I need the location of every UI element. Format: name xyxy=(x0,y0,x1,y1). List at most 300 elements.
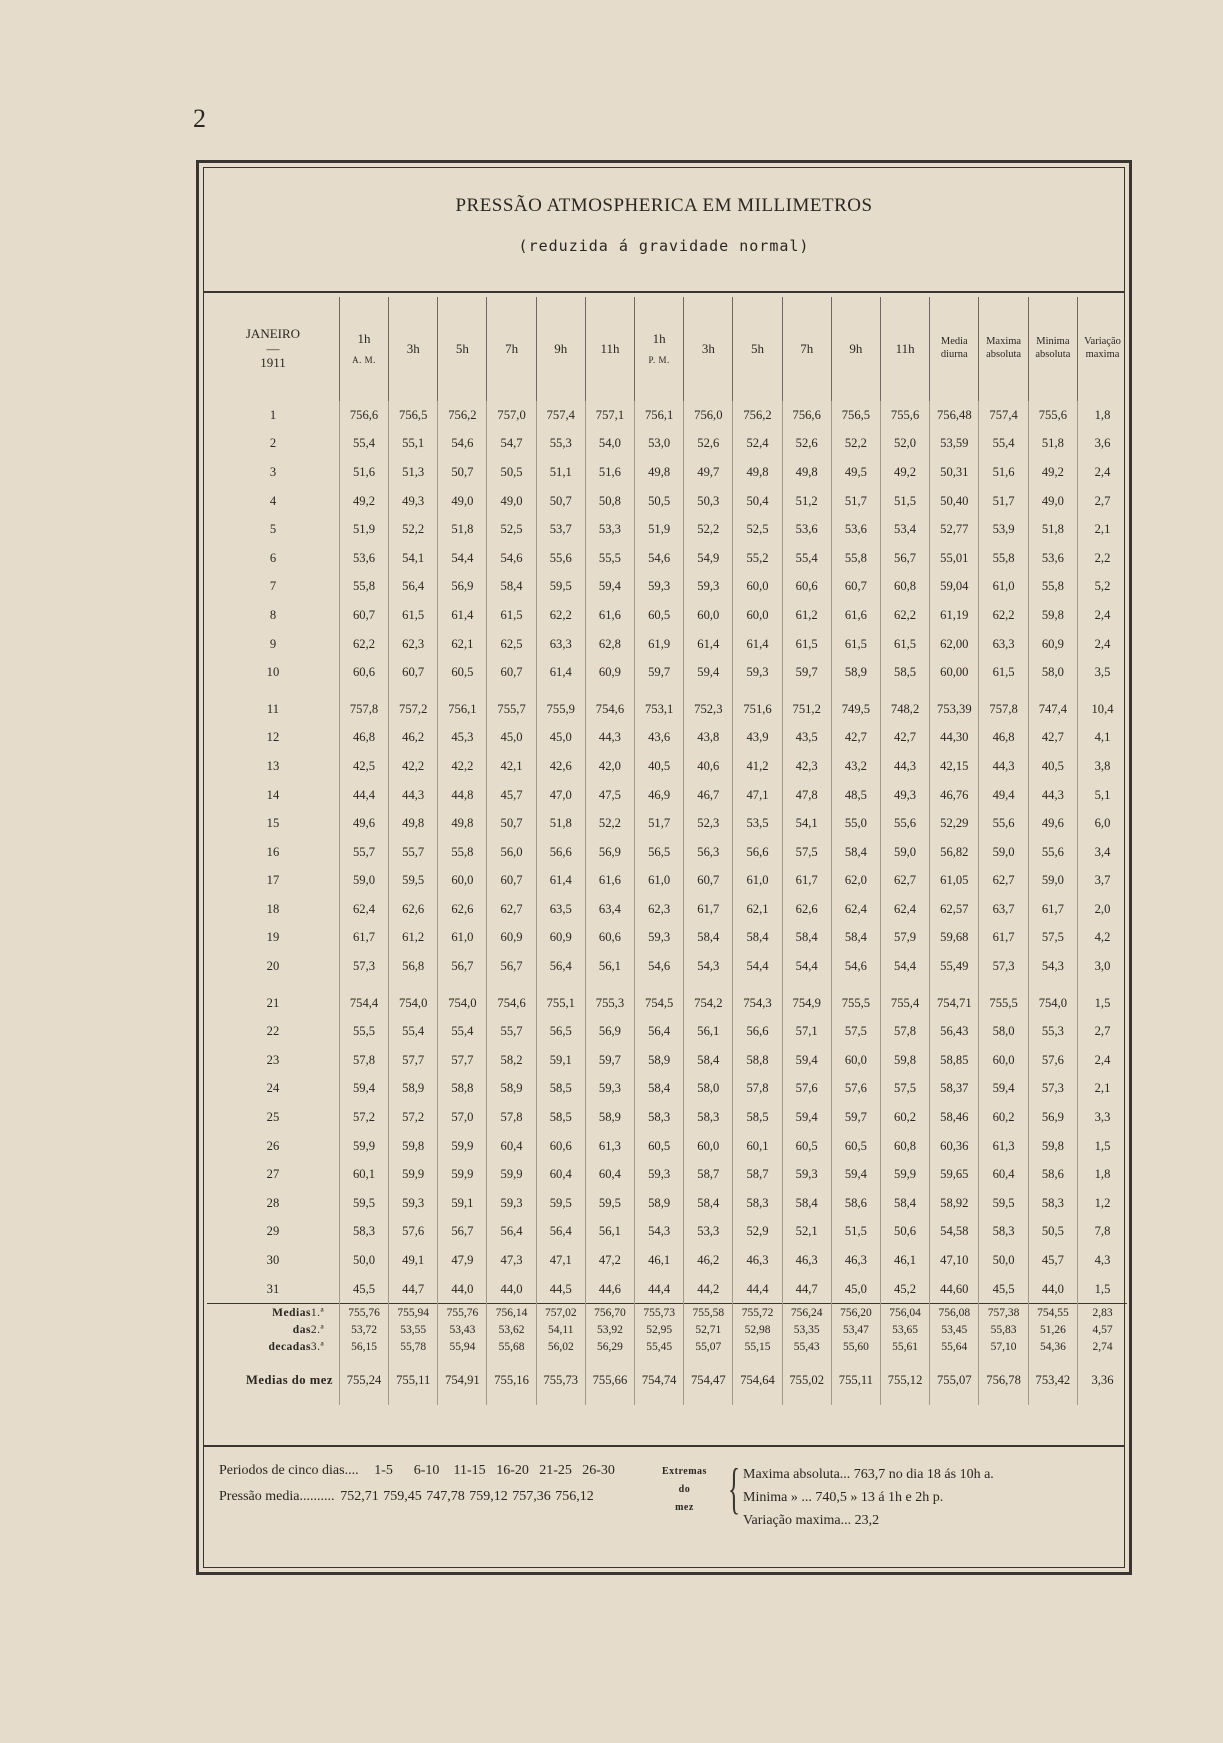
table-cell: 59,8 xyxy=(389,1132,438,1161)
table-subtitle: (reduzida á gravidade normal) xyxy=(518,237,810,255)
table-cell: 61,6 xyxy=(585,601,634,630)
table-cell: 51,7 xyxy=(635,809,684,838)
table-cell: 56,1 xyxy=(585,952,634,981)
table-cell: 44,0 xyxy=(487,1275,536,1304)
table-row xyxy=(207,809,1127,838)
table-cell: 50,5 xyxy=(487,458,536,487)
table-cell: 756,2 xyxy=(438,401,487,430)
brace: { xyxy=(728,1458,741,1520)
day-number: 12 xyxy=(266,730,280,745)
table-cell: 55,0 xyxy=(831,809,880,838)
table-cell: 51,8 xyxy=(1028,515,1077,544)
table-cell: 55,2 xyxy=(733,544,782,573)
table-cell: 754,5 xyxy=(635,989,684,1018)
table-cell: 57,6 xyxy=(389,1218,438,1247)
table-cell: 55,60 xyxy=(831,1338,880,1355)
table-cell: 3,3 xyxy=(1078,1103,1127,1132)
table-cell: 55,7 xyxy=(389,838,438,867)
table-cell: 49,3 xyxy=(880,781,929,810)
table-cell: 58,4 xyxy=(782,1189,831,1218)
day-number: 29 xyxy=(266,1224,280,1239)
table-cell: 47,8 xyxy=(782,781,831,810)
table-row xyxy=(207,724,1127,753)
table-cell: 58,6 xyxy=(1028,1160,1077,1189)
table-cell: 42,7 xyxy=(831,724,880,753)
table-cell: 2,1 xyxy=(1078,1075,1127,1104)
table-cell: 59,4 xyxy=(339,1075,388,1104)
table-cell: 61,5 xyxy=(880,630,929,659)
table-cell: 59,04 xyxy=(930,573,979,602)
table-cell: 58,4 xyxy=(733,924,782,953)
table-cell: 61,4 xyxy=(733,630,782,659)
table-cell: 60,6 xyxy=(585,924,634,953)
table-cell: 58,3 xyxy=(635,1103,684,1132)
table-cell: 62,2 xyxy=(536,601,585,630)
table-cell: 61,7 xyxy=(339,924,388,953)
table-cell: 58,2 xyxy=(487,1046,536,1075)
table-cell: 757,4 xyxy=(536,401,585,430)
table-cell: 54,3 xyxy=(1028,952,1077,981)
table-cell: 56,4 xyxy=(635,1017,684,1046)
table-cell: 63,5 xyxy=(536,895,585,924)
day-number: 4 xyxy=(269,493,277,508)
table-cell: 55,43 xyxy=(782,1338,831,1355)
table-cell: 58,5 xyxy=(536,1103,585,1132)
table-cell: 59,4 xyxy=(782,1046,831,1075)
table-cell: 755,1 xyxy=(536,989,585,1018)
period-pressure: 747,78 xyxy=(426,1489,465,1504)
table-cell: 58,3 xyxy=(1028,1189,1077,1218)
table-cell: 62,0 xyxy=(831,867,880,896)
table-cell: 47,3 xyxy=(487,1246,536,1275)
day-number: 22 xyxy=(266,1024,280,1039)
decade-mean-row xyxy=(207,1338,1127,1355)
table-cell: 756,5 xyxy=(831,401,880,430)
day-number: 18 xyxy=(266,901,280,916)
table-cell: 58,9 xyxy=(389,1075,438,1104)
table-cell: 53,45 xyxy=(930,1321,979,1338)
extremas-maxima: Maxima absoluta... 763,7 no dia 18 ás 10h a. xyxy=(743,1467,994,1482)
table-cell: 49,8 xyxy=(733,458,782,487)
table-cell: 62,7 xyxy=(880,867,929,896)
table-cell: 57,9 xyxy=(880,924,929,953)
table-cell: 755,12 xyxy=(880,1355,929,1405)
header-media-diurna: Media diurna xyxy=(930,297,979,401)
table-cell: 56,4 xyxy=(536,1218,585,1247)
table-cell: 42,2 xyxy=(438,752,487,781)
table-cell: 4,1 xyxy=(1078,724,1127,753)
table-cell: 50,6 xyxy=(880,1218,929,1247)
table-cell: 2,2 xyxy=(1078,544,1127,573)
table-cell: 59,9 xyxy=(438,1132,487,1161)
table-cell: 58,4 xyxy=(684,924,733,953)
table-cell: 56,9 xyxy=(438,573,487,602)
table-cell: 56,43 xyxy=(930,1017,979,1046)
table-cell: 755,6 xyxy=(880,401,929,430)
table-cell: 755,76 xyxy=(339,1304,388,1322)
table-cell: 62,6 xyxy=(782,895,831,924)
day-number: 27 xyxy=(266,1167,280,1182)
table-cell: 47,10 xyxy=(930,1246,979,1275)
table-cell: 47,5 xyxy=(585,781,634,810)
table-cell: 754,0 xyxy=(438,989,487,1018)
table-cell: 49,3 xyxy=(389,487,438,516)
table-cell: 53,3 xyxy=(585,515,634,544)
table-cell: 47,1 xyxy=(536,1246,585,1275)
extremas-variacao: Variação maxima... 23,2 xyxy=(743,1513,880,1528)
day-number: 25 xyxy=(266,1110,280,1125)
day-number: 19 xyxy=(266,930,280,945)
table-cell: 60,9 xyxy=(487,924,536,953)
day-number: 1 xyxy=(269,407,277,422)
table-cell: 46,3 xyxy=(733,1246,782,1275)
table-cell: 58,0 xyxy=(979,1017,1028,1046)
table-row xyxy=(207,1075,1127,1104)
decade-mean-label: Medias1.ª xyxy=(207,1304,339,1322)
table-cell: 755,94 xyxy=(389,1304,438,1322)
table-cell: 60,0 xyxy=(831,1046,880,1075)
day-number: 7 xyxy=(269,579,277,594)
table-cell: 754,3 xyxy=(733,989,782,1018)
table-cell: 49,5 xyxy=(831,458,880,487)
table-cell: 51,6 xyxy=(585,458,634,487)
table-row xyxy=(207,924,1127,953)
table-cell: 60,4 xyxy=(979,1160,1028,1189)
table-cell: 755,11 xyxy=(831,1355,880,1405)
table-cell: 55,6 xyxy=(979,809,1028,838)
table-cell: 59,8 xyxy=(880,1046,929,1075)
table-cell: 58,4 xyxy=(684,1189,733,1218)
table-cell: 752,3 xyxy=(684,695,733,724)
table-cell: 44,4 xyxy=(339,781,388,810)
table-cell: 53,3 xyxy=(684,1218,733,1247)
table-cell: 49,1 xyxy=(389,1246,438,1275)
table-cell: 61,4 xyxy=(536,867,585,896)
table-cell: 52,95 xyxy=(635,1321,684,1338)
table-cell: 59,4 xyxy=(782,1103,831,1132)
table-cell: 51,2 xyxy=(782,487,831,516)
table-cell: 46,7 xyxy=(684,781,733,810)
table-cell: 49,2 xyxy=(880,458,929,487)
table-cell: 2,4 xyxy=(1078,1046,1127,1075)
table-cell: 58,5 xyxy=(733,1103,782,1132)
table-cell: 56,0 xyxy=(487,838,536,867)
table-cell: 749,5 xyxy=(831,695,880,724)
table-cell: 46,8 xyxy=(979,724,1028,753)
table-cell: 755,07 xyxy=(930,1355,979,1405)
table-cell: 58,4 xyxy=(880,1189,929,1218)
table-row xyxy=(207,1132,1127,1161)
table-cell: 60,7 xyxy=(487,867,536,896)
table-cell: 59,3 xyxy=(733,658,782,687)
table-cell: 59,0 xyxy=(880,838,929,867)
table-cell: 6,0 xyxy=(1078,809,1127,838)
table-cell: 61,6 xyxy=(831,601,880,630)
day-number: 13 xyxy=(266,758,280,773)
table-row xyxy=(207,1246,1127,1275)
table-title: PRESSÃO ATMOSPHERICA EM MILLIMETROS xyxy=(455,195,873,216)
table-cell: 59,8 xyxy=(1028,601,1077,630)
table-cell: 52,5 xyxy=(487,515,536,544)
table-cell: 61,2 xyxy=(782,601,831,630)
header-hour: 1h A. M. xyxy=(339,297,388,401)
table-cell: 748,2 xyxy=(880,695,929,724)
table-cell: 42,6 xyxy=(536,752,585,781)
page-number: 2 xyxy=(193,104,206,133)
table-cell: 45,0 xyxy=(536,724,585,753)
table-cell: 58,4 xyxy=(831,838,880,867)
table-cell: 57,3 xyxy=(339,952,388,981)
table-cell: 58,3 xyxy=(979,1218,1028,1247)
table-cell: 51,7 xyxy=(979,487,1028,516)
table-cell: 755,02 xyxy=(782,1355,831,1405)
table-cell: 59,68 xyxy=(930,924,979,953)
table-cell: 2,1 xyxy=(1078,515,1127,544)
table-cell: 55,8 xyxy=(438,838,487,867)
table-cell: 56,5 xyxy=(635,838,684,867)
table-cell: 56,3 xyxy=(684,838,733,867)
table-cell: 61,6 xyxy=(585,867,634,896)
table-cell: 59,7 xyxy=(831,1103,880,1132)
table-cell: 49,0 xyxy=(487,487,536,516)
table-cell: 60,7 xyxy=(487,658,536,687)
header-hour: 7h xyxy=(782,297,831,401)
table-cell: 62,00 xyxy=(930,630,979,659)
table-row xyxy=(207,515,1127,544)
table-cell: 55,4 xyxy=(438,1017,487,1046)
table-cell: 42,7 xyxy=(1028,724,1077,753)
period-range: 1-5 xyxy=(374,1463,393,1478)
table-cell: 5,2 xyxy=(1078,573,1127,602)
table-cell: 49,6 xyxy=(1028,809,1077,838)
table-cell: 59,7 xyxy=(635,658,684,687)
table-cell: 755,16 xyxy=(487,1355,536,1405)
table-cell: 59,5 xyxy=(536,1189,585,1218)
table-cell: 59,5 xyxy=(339,1189,388,1218)
table-cell: 46,3 xyxy=(782,1246,831,1275)
table-cell: 51,1 xyxy=(536,458,585,487)
table-cell: 1,8 xyxy=(1078,1160,1127,1189)
table-cell: 754,71 xyxy=(930,989,979,1018)
table-cell: 7,8 xyxy=(1078,1218,1127,1247)
table-cell: 58,4 xyxy=(831,924,880,953)
table-cell: 57,2 xyxy=(389,1103,438,1132)
table-cell: 58,5 xyxy=(536,1075,585,1104)
table-cell: 59,4 xyxy=(979,1075,1028,1104)
table-cell: 755,5 xyxy=(831,989,880,1018)
header-minima-absoluta: Minima absoluta xyxy=(1028,297,1077,401)
table-cell: 58,0 xyxy=(684,1075,733,1104)
table-cell: 56,1 xyxy=(585,1218,634,1247)
table-cell: 49,8 xyxy=(782,458,831,487)
table-cell: 58,9 xyxy=(487,1075,536,1104)
table-cell: 53,5 xyxy=(733,809,782,838)
table-cell: 754,91 xyxy=(438,1355,487,1405)
table-cell: 756,14 xyxy=(487,1304,536,1322)
table-cell: 55,49 xyxy=(930,952,979,981)
header-hour: 9h xyxy=(536,297,585,401)
table-cell: 62,5 xyxy=(487,630,536,659)
table-cell: 55,5 xyxy=(339,1017,388,1046)
table-cell: 2,7 xyxy=(1078,487,1127,516)
table-cell: 54,9 xyxy=(684,544,733,573)
table-cell: 57,1 xyxy=(782,1017,831,1046)
table-cell: 61,0 xyxy=(438,924,487,953)
table-cell: 756,1 xyxy=(438,695,487,724)
table-cell: 62,1 xyxy=(733,895,782,924)
table-cell: 44,7 xyxy=(782,1275,831,1304)
table-cell: 49,8 xyxy=(635,458,684,487)
table-cell: 50,31 xyxy=(930,458,979,487)
table-cell: 57,0 xyxy=(438,1103,487,1132)
table-cell: 59,9 xyxy=(438,1160,487,1189)
table-cell: 754,9 xyxy=(782,989,831,1018)
table-cell: 56,4 xyxy=(487,1218,536,1247)
table-cell: 61,0 xyxy=(979,573,1028,602)
table-cell: 57,3 xyxy=(1028,1075,1077,1104)
table-cell: 62,2 xyxy=(880,601,929,630)
table-cell: 42,7 xyxy=(880,724,929,753)
table-cell: 57,6 xyxy=(782,1075,831,1104)
period-pressure: 759,45 xyxy=(383,1489,422,1504)
table-cell: 754,64 xyxy=(733,1355,782,1405)
table-cell: 57,8 xyxy=(733,1075,782,1104)
header-hour: 3h xyxy=(389,297,438,401)
table-cell: 56,6 xyxy=(733,838,782,867)
table-cell: 63,3 xyxy=(979,630,1028,659)
table-cell: 58,92 xyxy=(930,1189,979,1218)
table-cell: 50,4 xyxy=(733,487,782,516)
table-cell: 56,9 xyxy=(585,838,634,867)
table-cell: 52,29 xyxy=(930,809,979,838)
header-hour: 9h xyxy=(831,297,880,401)
table-cell: 50,0 xyxy=(979,1246,1028,1275)
table-cell: 60,6 xyxy=(782,573,831,602)
table-cell: 44,8 xyxy=(438,781,487,810)
table-cell: 58,4 xyxy=(684,1046,733,1075)
table-cell: 755,73 xyxy=(536,1355,585,1405)
table-cell: 49,8 xyxy=(438,809,487,838)
table-cell: 61,0 xyxy=(733,867,782,896)
table-cell: 51,8 xyxy=(438,515,487,544)
table-cell: 51,8 xyxy=(1028,430,1077,459)
table-cell: 62,4 xyxy=(831,895,880,924)
table-cell: 2,83 xyxy=(1078,1304,1127,1322)
table-cell: 55,8 xyxy=(979,544,1028,573)
table-cell: 56,9 xyxy=(585,1017,634,1046)
table-cell: 60,9 xyxy=(585,658,634,687)
table-cell: 60,36 xyxy=(930,1132,979,1161)
table-cell: 59,9 xyxy=(339,1132,388,1161)
table-cell: 55,45 xyxy=(635,1338,684,1355)
table-cell: 53,7 xyxy=(536,515,585,544)
table-cell: 43,5 xyxy=(782,724,831,753)
table-cell: 59,0 xyxy=(1028,867,1077,896)
table-cell: 60,9 xyxy=(536,924,585,953)
table-cell: 49,6 xyxy=(339,809,388,838)
table-cell: 52,98 xyxy=(733,1321,782,1338)
table-cell: 59,5 xyxy=(389,867,438,896)
table-cell: 59,3 xyxy=(635,924,684,953)
day-number: 16 xyxy=(266,844,280,859)
table-cell: 756,0 xyxy=(684,401,733,430)
table-cell: 56,6 xyxy=(733,1017,782,1046)
table-cell: 59,5 xyxy=(585,1189,634,1218)
table-cell: 45,5 xyxy=(339,1275,388,1304)
table-cell: 58,3 xyxy=(339,1218,388,1247)
table-cell: 54,4 xyxy=(733,952,782,981)
table-cell: 754,0 xyxy=(389,989,438,1018)
table-cell: 58,7 xyxy=(684,1160,733,1189)
table-cell: 50,8 xyxy=(585,487,634,516)
table-cell: 56,02 xyxy=(536,1338,585,1355)
day-number: 11 xyxy=(266,701,280,716)
table-cell: 751,2 xyxy=(782,695,831,724)
table-cell: 59,4 xyxy=(684,658,733,687)
table-cell: 61,5 xyxy=(979,658,1028,687)
table-cell: 61,7 xyxy=(979,924,1028,953)
table-cell: 45,7 xyxy=(487,781,536,810)
table-cell: 2,7 xyxy=(1078,1017,1127,1046)
table-cell: 747,4 xyxy=(1028,695,1077,724)
period-range: 16-20 xyxy=(496,1463,529,1478)
table-cell: 756,78 xyxy=(979,1355,1028,1405)
table-cell: 56,9 xyxy=(1028,1103,1077,1132)
table-cell: 755,5 xyxy=(979,989,1028,1018)
table-cell: 50,0 xyxy=(339,1246,388,1275)
table-cell: 54,0 xyxy=(585,430,634,459)
table-cell: 44,3 xyxy=(585,724,634,753)
table-cell: 50,40 xyxy=(930,487,979,516)
table-cell: 54,3 xyxy=(684,952,733,981)
table-cell: 751,6 xyxy=(733,695,782,724)
table-cell: 59,9 xyxy=(880,1160,929,1189)
table-cell: 57,7 xyxy=(389,1046,438,1075)
table-cell: 44,0 xyxy=(1028,1275,1077,1304)
table-row xyxy=(207,838,1127,867)
table-cell: 754,6 xyxy=(585,695,634,724)
table-cell: 49,2 xyxy=(1028,458,1077,487)
table-cell: 58,8 xyxy=(438,1075,487,1104)
table-cell: 57,8 xyxy=(487,1103,536,1132)
table-row xyxy=(207,1218,1127,1247)
table-cell: 756,24 xyxy=(782,1304,831,1322)
table-cell: 54,6 xyxy=(438,430,487,459)
table-cell: 1,8 xyxy=(1078,401,1127,430)
table-cell: 58,8 xyxy=(733,1046,782,1075)
table-cell: 61,5 xyxy=(831,630,880,659)
table-cell: 59,3 xyxy=(487,1189,536,1218)
table-cell: 754,0 xyxy=(1028,989,1077,1018)
day-number: 28 xyxy=(266,1195,280,1210)
table-cell: 62,8 xyxy=(585,630,634,659)
table-cell: 4,2 xyxy=(1078,924,1127,953)
extremas-values xyxy=(743,1463,994,1532)
period-pressure: 759,12 xyxy=(469,1489,508,1504)
table-cell: 755,72 xyxy=(733,1304,782,1322)
header-hour: 11h xyxy=(585,297,634,401)
table-cell: 52,2 xyxy=(389,515,438,544)
table-cell: 60,0 xyxy=(733,601,782,630)
period-range: 26-30 xyxy=(582,1463,615,1478)
table-cell: 60,0 xyxy=(438,867,487,896)
table-cell: 55,7 xyxy=(487,1017,536,1046)
table-cell: 55,8 xyxy=(1028,573,1077,602)
table-cell: 54,11 xyxy=(536,1321,585,1338)
table-row xyxy=(207,1103,1127,1132)
table-row xyxy=(207,895,1127,924)
table-cell: 43,9 xyxy=(733,724,782,753)
